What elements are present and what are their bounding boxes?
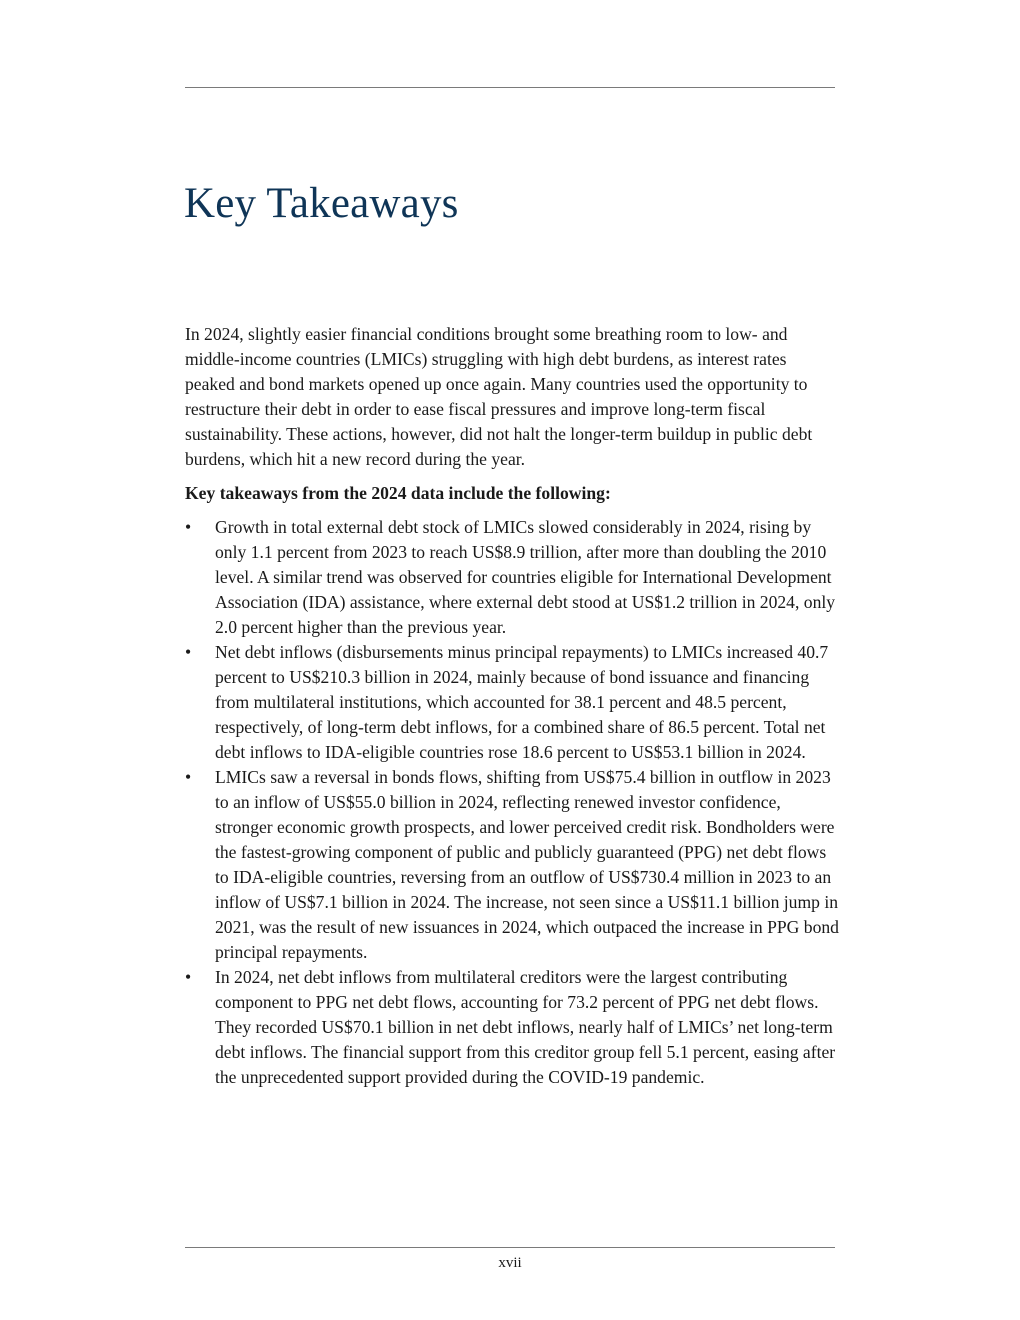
takeaways-lead: Key takeaways from the 2024 data include the following: bbox=[185, 483, 611, 503]
list-item-text: LMICs saw a reversal in bonds flows, shifting from US$75.4 billion in outflow in 2023 to an inflow of US$55.0 billion in 2024, reflecting renewed investor confidence, stronger economic growth prospects, and lower perceived credit risk. Bondholders were the fastest-growing component of public and publicly guaranteed (PPG) net debt flows to IDA-eligible countries, reversing from an outflow of US$730.4 million in 2023 to an inflow of US$7.1 billion in 2024. The increase, not seen since a US$11.1 billion jump in 2021, was the result of new issuances in 2024, which outpaced the increase in PPG bond principal repayments. bbox=[215, 767, 839, 962]
bullet-icon: • bbox=[185, 642, 192, 662]
list-item-text: Growth in total external debt stock of LMICs slowed considerably in 2024, rising by only 1.1 percent from 2023 to reach US$8.9 trillion, after more than doubling the 2010 level. A similar trend was observed for countries eligible for International Development Association (IDA) assistance, where external debt stood at US$1.2 trillion in 2024, only 2.0 percent higher than the previous year. bbox=[215, 517, 836, 637]
list-item bbox=[185, 640, 840, 765]
intro-paragraph: In 2024, slightly easier financial conditions brought some breathing room to low- and middle-income countries (LMICs) struggling with high debt burdens, as interest rates peaked and bond markets opened up once again. Many countries used the opportunity to restructure their debt in order to ease fiscal pressures and improve long-term fiscal sustainability. These actions, however, did not halt the longer-term buildup in public debt burdens, which hit a new record during the year. bbox=[185, 324, 813, 469]
list-item bbox=[185, 965, 840, 1090]
bullet-icon: • bbox=[185, 767, 192, 787]
list-item bbox=[185, 515, 840, 640]
list-item-text: In 2024, net debt inflows from multilateral creditors were the largest contributing component to PPG net debt flows, accounting for 73.2 percent of PPG net debt flows. They recorded US$70.1 billion in net debt inflows, nearly half of LMICs’ net long-term debt inflows. The financial support from this creditor group fell 5.1 percent, easing after the unprecedented support provided during the COVID-19 pandemic. bbox=[215, 967, 836, 1087]
list-item bbox=[185, 765, 840, 965]
takeaways-list bbox=[185, 515, 840, 1090]
page-title: Key Takeaways bbox=[184, 180, 459, 227]
bullet-icon: • bbox=[185, 967, 192, 987]
footer-rule bbox=[185, 1247, 835, 1248]
list-item-text: Net debt inflows (disbursements minus principal repayments) to LMICs increased 40.7 percent to US$210.3 billion in 2024, mainly because of bond issuance and financing from multilateral institutions, which accounted for 38.1 percent and 48.5 percent, respectively, of long-term debt inflows, for a combined share of 86.5 percent. Total net debt inflows to IDA-eligible countries rose 18.6 percent to US$53.1 billion in 2024. bbox=[215, 642, 829, 762]
header-rule bbox=[185, 87, 835, 88]
body-content bbox=[185, 322, 840, 1090]
bullet-icon: • bbox=[185, 517, 192, 537]
page-number: xvii bbox=[498, 1255, 522, 1271]
